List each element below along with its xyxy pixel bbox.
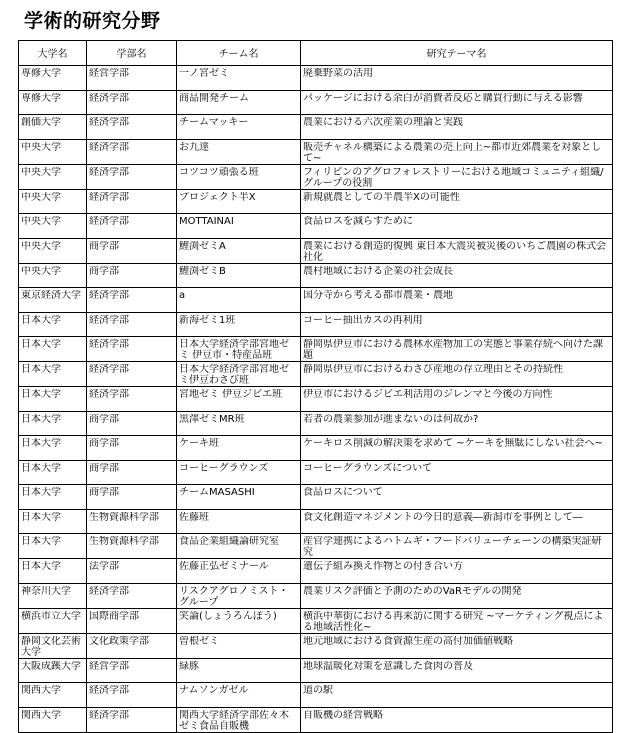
team-cell bbox=[177, 460, 301, 485]
team-cell-text: a bbox=[179, 290, 186, 301]
theme-cell bbox=[301, 362, 613, 387]
faculty-cell-text: 経済学部 bbox=[89, 339, 129, 350]
header-row bbox=[19, 41, 613, 66]
column-header-university: 大学名 bbox=[19, 41, 87, 66]
university-cell bbox=[19, 139, 87, 164]
university-cell-text: 東京経済大学 bbox=[21, 290, 81, 301]
team-cell bbox=[177, 387, 301, 412]
university-cell bbox=[19, 387, 87, 412]
faculty-cell bbox=[87, 583, 177, 608]
table-row bbox=[19, 460, 613, 485]
faculty-cell bbox=[87, 214, 177, 239]
university-cell-text: 日本大学 bbox=[21, 487, 61, 498]
team-cell bbox=[177, 189, 301, 214]
theme-cell bbox=[301, 485, 613, 510]
faculty-cell bbox=[87, 90, 177, 115]
table-row bbox=[19, 509, 613, 534]
faculty-cell-text: 経済学部 bbox=[89, 585, 129, 597]
faculty-cell-text: 国際商学部 bbox=[89, 610, 139, 622]
theme-cell bbox=[301, 583, 613, 608]
theme-cell-text: コーヒーグラウンズについて bbox=[303, 462, 433, 474]
university-cell-text: 横浜市立大学 bbox=[21, 610, 81, 622]
table-row bbox=[19, 90, 613, 115]
university-cell-text: 関西大学 bbox=[21, 685, 61, 696]
page-title: 学術的研究分野 bbox=[24, 10, 161, 32]
team-cell bbox=[177, 559, 301, 584]
theme-cell-text: 農業における六次産業の理論と実践 bbox=[303, 117, 463, 128]
team-cell-text: 関西大学経済学部佐々木ゼミ食品自販機 bbox=[179, 709, 289, 732]
team-cell bbox=[177, 90, 301, 115]
team-cell-text: 鯉渕ゼミB bbox=[179, 265, 226, 277]
team-cell bbox=[177, 362, 301, 387]
theme-cell-text: コーヒー抽出カスの再利用 bbox=[303, 314, 423, 326]
faculty-cell bbox=[87, 608, 177, 633]
faculty-cell bbox=[87, 288, 177, 313]
faculty-cell bbox=[87, 658, 177, 683]
team-cell-text: 佐藤正弘ゼミナール bbox=[179, 561, 269, 572]
faculty-cell-text: 経済学部 bbox=[89, 389, 129, 400]
faculty-cell-text: 経済学部 bbox=[89, 92, 129, 104]
table-row bbox=[19, 312, 613, 337]
university-cell-text: 静岡文化芸術大学 bbox=[21, 635, 81, 658]
table-row bbox=[19, 238, 613, 263]
faculty-cell bbox=[87, 362, 177, 387]
team-cell-text: 黒澤ゼミMR班 bbox=[179, 413, 245, 425]
team-cell-text: 鯉渕ゼミA bbox=[179, 240, 226, 252]
faculty-cell-text: 経済学部 bbox=[89, 166, 129, 178]
theme-cell bbox=[301, 411, 613, 436]
team-cell bbox=[177, 238, 301, 263]
team-cell-text: 日本大学経済学部宮地ゼミ 伊豆市・特産品班 bbox=[179, 339, 289, 361]
university-cell bbox=[19, 411, 87, 436]
theme-cell-text: 農業リスク評価と予測のためのVaRモデルの開発 bbox=[303, 585, 522, 597]
theme-cell bbox=[301, 288, 613, 313]
table-row bbox=[19, 534, 613, 559]
team-cell-text: ナムソンガゼル bbox=[179, 685, 249, 696]
column-header-faculty: 学部名 bbox=[87, 41, 177, 66]
theme-cell bbox=[301, 633, 613, 658]
theme-cell-text: 道の駅 bbox=[303, 685, 333, 696]
column-header-team: チーム名 bbox=[177, 41, 301, 66]
team-cell bbox=[177, 436, 301, 461]
theme-cell-text: 自販機の経営戦略 bbox=[303, 709, 383, 721]
theme-cell-text: 若者の農業参加が進まないのは何故か? bbox=[303, 413, 479, 425]
university-cell-text: 日本大学 bbox=[21, 339, 61, 350]
theme-cell-text: 静岡県伊豆市における農林水産物加工の実態と事業存続へ向けた課題 bbox=[303, 339, 603, 361]
research-table bbox=[18, 40, 613, 733]
theme-cell-text: 新規就農としての半農半Xの可能性 bbox=[303, 191, 460, 203]
faculty-cell-text: 経営学部 bbox=[89, 660, 129, 672]
team-cell bbox=[177, 509, 301, 534]
faculty-cell-text: 経済学部 bbox=[89, 685, 129, 696]
faculty-cell bbox=[87, 312, 177, 337]
team-cell-text: 佐藤班 bbox=[179, 511, 209, 523]
team-cell bbox=[177, 683, 301, 708]
theme-cell-text: 農村地域における企業の社会成長 bbox=[303, 265, 453, 277]
team-cell-text: コツコツ頑張る班 bbox=[179, 166, 259, 178]
university-cell bbox=[19, 115, 87, 140]
faculty-cell bbox=[87, 238, 177, 263]
theme-cell-text: 食品ロスについて bbox=[303, 487, 383, 498]
theme-cell bbox=[301, 436, 613, 461]
faculty-cell bbox=[87, 411, 177, 436]
team-cell-text: ケーキ班 bbox=[179, 438, 219, 449]
table-row bbox=[19, 436, 613, 461]
table-row bbox=[19, 559, 613, 584]
table-body bbox=[19, 66, 613, 733]
faculty-cell-text: 商学部 bbox=[89, 438, 119, 449]
team-cell-text: 緑豚 bbox=[179, 660, 199, 672]
team-cell bbox=[177, 658, 301, 683]
faculty-cell-text: 商学部 bbox=[89, 487, 119, 498]
university-cell-text: 大阪成蹊大学 bbox=[21, 660, 81, 672]
university-cell bbox=[19, 312, 87, 337]
faculty-cell-text: 商学部 bbox=[89, 240, 119, 252]
theme-cell bbox=[301, 559, 613, 584]
university-cell bbox=[19, 362, 87, 387]
theme-cell bbox=[301, 534, 613, 559]
theme-cell-text: 横浜中華街における再来訪に関する研究 ~マーケティング視点による地域活性化~ bbox=[303, 610, 604, 633]
theme-cell-text: 遺伝子組み換え作物との付き合い方 bbox=[303, 561, 463, 572]
faculty-cell bbox=[87, 485, 177, 510]
team-cell bbox=[177, 633, 301, 658]
team-cell-text: 笑論(しょうろんぽう) bbox=[179, 610, 277, 622]
faculty-cell bbox=[87, 337, 177, 362]
team-cell bbox=[177, 164, 301, 189]
university-cell bbox=[19, 189, 87, 214]
theme-cell bbox=[301, 387, 613, 412]
faculty-cell-text: 経済学部 bbox=[89, 314, 129, 326]
theme-cell bbox=[301, 337, 613, 362]
team-cell bbox=[177, 534, 301, 559]
theme-cell bbox=[301, 683, 613, 708]
faculty-cell bbox=[87, 559, 177, 584]
theme-cell-text: 地球温暖化対策を意識した食肉の普及 bbox=[303, 660, 473, 672]
table-row bbox=[19, 411, 613, 436]
team-cell bbox=[177, 139, 301, 164]
theme-cell-text: 食品ロスを減らすために bbox=[303, 216, 413, 227]
table-row bbox=[19, 608, 613, 633]
team-cell bbox=[177, 337, 301, 362]
table-row bbox=[19, 337, 613, 362]
theme-cell-text: 廃棄野菜の活用 bbox=[303, 68, 373, 79]
faculty-cell bbox=[87, 436, 177, 461]
team-cell-text: 宮地ゼミ 伊豆ジビエ班 bbox=[179, 389, 283, 400]
university-cell-text: 日本大学 bbox=[21, 438, 61, 449]
theme-cell bbox=[301, 214, 613, 239]
team-cell-text: 曽根ゼミ bbox=[179, 635, 219, 647]
faculty-cell-text: 生物資源科学部 bbox=[89, 511, 159, 523]
table-row bbox=[19, 633, 613, 658]
team-cell bbox=[177, 263, 301, 288]
table-row bbox=[19, 139, 613, 164]
university-cell-text: 日本大学 bbox=[21, 413, 61, 425]
theme-cell bbox=[301, 66, 613, 91]
faculty-cell-text: 経済学部 bbox=[89, 216, 129, 227]
university-cell bbox=[19, 436, 87, 461]
team-cell bbox=[177, 608, 301, 633]
university-cell bbox=[19, 460, 87, 485]
faculty-cell bbox=[87, 139, 177, 164]
table-row bbox=[19, 583, 613, 608]
theme-cell bbox=[301, 90, 613, 115]
theme-cell bbox=[301, 115, 613, 140]
team-cell-text: 商品開発チーム bbox=[179, 92, 249, 104]
table-row bbox=[19, 214, 613, 239]
university-cell bbox=[19, 90, 87, 115]
faculty-cell bbox=[87, 263, 177, 288]
team-cell-text: 食品企業組織論研究室 bbox=[179, 536, 279, 547]
theme-cell bbox=[301, 509, 613, 534]
university-cell-text: 日本大学 bbox=[21, 462, 61, 474]
university-cell bbox=[19, 214, 87, 239]
faculty-cell bbox=[87, 509, 177, 534]
theme-cell-text: 産官学連携によるハトムギ・フードバリューチェーンの構築実証研究 bbox=[303, 536, 602, 558]
university-cell bbox=[19, 683, 87, 708]
university-cell-text: 日本大学 bbox=[21, 536, 61, 547]
table-row bbox=[19, 683, 613, 708]
team-cell-text: コーヒーグラウンズ bbox=[179, 462, 269, 474]
university-cell bbox=[19, 238, 87, 263]
table-row bbox=[19, 189, 613, 214]
team-cell-text: チームMASASHI bbox=[179, 487, 255, 498]
university-cell bbox=[19, 509, 87, 534]
university-cell bbox=[19, 337, 87, 362]
faculty-cell bbox=[87, 633, 177, 658]
theme-cell-text: 伊豆市におけるジビエ利活用のジレンマと今後の方向性 bbox=[303, 389, 553, 400]
table-row bbox=[19, 263, 613, 288]
university-cell-text: 神奈川大学 bbox=[21, 585, 71, 597]
university-cell bbox=[19, 164, 87, 189]
university-cell bbox=[19, 288, 87, 313]
faculty-cell bbox=[87, 66, 177, 91]
team-cell bbox=[177, 485, 301, 510]
faculty-cell bbox=[87, 189, 177, 214]
faculty-cell bbox=[87, 164, 177, 189]
theme-cell bbox=[301, 658, 613, 683]
university-cell-text: 日本大学 bbox=[21, 389, 61, 400]
table-row bbox=[19, 485, 613, 510]
theme-cell bbox=[301, 263, 613, 288]
faculty-cell bbox=[87, 387, 177, 412]
team-cell bbox=[177, 583, 301, 608]
theme-cell-text: 食文化創造マネジメントの今日的意義―新潟市を事例として― bbox=[303, 511, 583, 523]
theme-cell bbox=[301, 312, 613, 337]
faculty-cell bbox=[87, 115, 177, 140]
theme-cell bbox=[301, 139, 613, 164]
theme-cell-text: 販売チャネル構築による農業の売上向上~都市近郊農業を対象として~ bbox=[303, 141, 602, 164]
theme-cell bbox=[301, 238, 613, 263]
faculty-cell-text: 商学部 bbox=[89, 462, 119, 474]
theme-cell-text: 静岡県伊豆市におけるわさび産地の存立理由とその持続性 bbox=[303, 364, 563, 375]
theme-cell bbox=[301, 189, 613, 214]
faculty-cell bbox=[87, 683, 177, 708]
team-cell-text: 一ノ宮ゼミ bbox=[179, 68, 229, 79]
theme-cell-text: 国分寺から考える都市農業・農地 bbox=[303, 290, 453, 301]
faculty-cell-text: 経営学部 bbox=[89, 68, 129, 79]
university-cell bbox=[19, 608, 87, 633]
column-header-theme: 研究テーマ名 bbox=[301, 41, 613, 66]
table-row bbox=[19, 164, 613, 189]
team-cell-text: MOTTAINAI bbox=[179, 216, 234, 227]
team-cell-text: お九達 bbox=[179, 141, 209, 153]
university-cell bbox=[19, 66, 87, 91]
table-row bbox=[19, 387, 613, 412]
theme-cell-text: 地元地域における食資源生産の高付加価値戦略 bbox=[303, 635, 513, 647]
university-cell-text: 日本大学 bbox=[21, 364, 61, 375]
faculty-cell-text: 経済学部 bbox=[89, 141, 129, 153]
faculty-cell-text: 経済学部 bbox=[89, 117, 129, 128]
table-row bbox=[19, 288, 613, 313]
faculty-cell-text: 経済学部 bbox=[89, 191, 129, 203]
team-cell-text: リスクアグロノミスト・グループ bbox=[179, 585, 289, 608]
table-row bbox=[19, 362, 613, 387]
faculty-cell-text: 経済学部 bbox=[89, 709, 129, 721]
team-cell-text: 新海ゼミ1班 bbox=[179, 314, 236, 326]
university-cell-text: 創価大学 bbox=[21, 117, 61, 128]
team-cell-text: チームマッキー bbox=[179, 117, 249, 128]
team-cell-text: プロジェクト半X bbox=[179, 191, 256, 203]
university-cell bbox=[19, 633, 87, 658]
team-cell bbox=[177, 115, 301, 140]
faculty-cell-text: 経済学部 bbox=[89, 364, 129, 375]
theme-cell bbox=[301, 608, 613, 633]
university-cell bbox=[19, 534, 87, 559]
team-cell bbox=[177, 288, 301, 313]
faculty-cell-text: 法学部 bbox=[89, 561, 119, 572]
table-row bbox=[19, 66, 613, 91]
faculty-cell-text: 経済学部 bbox=[89, 290, 129, 301]
university-cell-text: 中央大学 bbox=[21, 240, 61, 252]
university-cell-text: 中央大学 bbox=[21, 265, 61, 277]
university-cell-text: 日本大学 bbox=[21, 561, 61, 572]
university-cell-text: 日本大学 bbox=[21, 511, 61, 523]
theme-cell-text: 農業における創造的復興 東日本大震災被災後のいちご農園の株式会社化 bbox=[303, 240, 607, 263]
faculty-cell-text: 商学部 bbox=[89, 413, 119, 425]
theme-cell-text: ケーキロス削減の解決策を求めて ~ケーキを無駄にしない社会へ~ bbox=[303, 438, 603, 449]
theme-cell bbox=[301, 460, 613, 485]
table-row bbox=[19, 658, 613, 683]
theme-cell bbox=[301, 164, 613, 189]
university-cell-text: 中央大学 bbox=[21, 191, 61, 203]
university-cell-text: 中央大学 bbox=[21, 166, 61, 178]
faculty-cell-text: 商学部 bbox=[89, 265, 119, 277]
university-cell-text: 専修大学 bbox=[21, 68, 61, 79]
faculty-cell-text: 文化政策学部 bbox=[89, 635, 149, 647]
university-cell-text: 専修大学 bbox=[21, 92, 61, 104]
university-cell bbox=[19, 583, 87, 608]
faculty-cell-text: 生物資源科学部 bbox=[89, 536, 159, 547]
faculty-cell bbox=[87, 534, 177, 559]
theme-cell-text: フィリピンのアグロフォレストリーにおける地域コミュニティ組織/グループの役割 bbox=[303, 166, 604, 189]
university-cell bbox=[19, 485, 87, 510]
university-cell-text: 中央大学 bbox=[21, 141, 61, 153]
table-row bbox=[19, 115, 613, 140]
university-cell-text: 関西大学 bbox=[21, 709, 61, 721]
team-cell-text: 日本大学経済学部宮地ゼミ伊豆わさび班 bbox=[179, 364, 289, 386]
team-cell bbox=[177, 411, 301, 436]
theme-cell-text: パッケージにおける余白が消費者反応と購買行動に与える影響 bbox=[303, 92, 583, 104]
university-cell-text: 日本大学 bbox=[21, 314, 61, 326]
team-cell bbox=[177, 214, 301, 239]
faculty-cell bbox=[87, 460, 177, 485]
university-cell bbox=[19, 559, 87, 584]
university-cell bbox=[19, 658, 87, 683]
university-cell-text: 中央大学 bbox=[21, 216, 61, 227]
team-cell bbox=[177, 312, 301, 337]
team-cell bbox=[177, 66, 301, 91]
university-cell bbox=[19, 263, 87, 288]
